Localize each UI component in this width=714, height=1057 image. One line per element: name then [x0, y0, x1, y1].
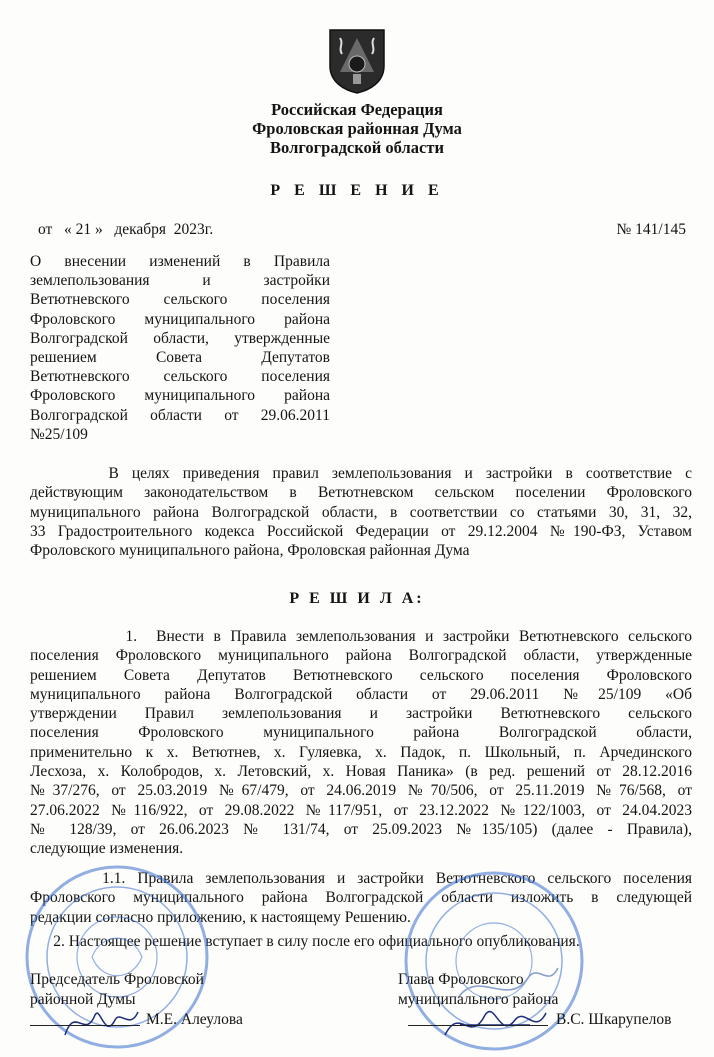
item-1-line: применительно к х. Ветютнев, х. Гуляевка, х. Падок, п. Школьный, п. Арчединского — [30, 743, 692, 761]
preamble-line: 33 Градостроительного кодекса Российской Федерации от 29.12.2004 №190-ФЗ, Уставом — [30, 522, 692, 540]
subject-line: №25/109 — [30, 425, 88, 443]
subject-line: землепользования и застройки — [30, 272, 330, 290]
item-1-1-line: Фроловского муниципального района Волгоградской области изложить в следующей — [30, 889, 692, 907]
item-1-line: 1. Внести в Правила землепользования и застройки Ветютневского сельского — [30, 628, 692, 645]
subject-line: Фроловского муниципального района — [30, 387, 330, 405]
subject-line: решением Совета Депутатов — [30, 348, 330, 366]
subject-line: Ветютневского сельского поселения — [30, 291, 330, 309]
left-signatory-title-line: Председатель Фроловской — [30, 971, 204, 988]
item-1-line: решением Совета Депутатов Ветютневского сельского поселения Фроловского — [30, 666, 692, 684]
subject-line: Волгоградской области, утвержденные — [30, 329, 330, 347]
item-1-line: 27.06.2022 №116/922, от 29.08.2022 №117/951, от 23.12.2022 №122/1003, от 24.04.2023 — [30, 801, 692, 819]
right-signature-line — [408, 1025, 548, 1026]
item-1-line: Лесхоза, х. Колобродов, х. Летовский, х. Новая Паника» (в ред. решений от 28.12.2016 — [30, 763, 692, 781]
item-1-line: утверждении Правил землепользования и застройки Ветютневского сельского — [30, 705, 692, 723]
org-line-duma: Фроловская районная Дума — [252, 119, 462, 138]
item-1-line: поселения Фроловского муниципального района Волгоградской области, утвержденные — [30, 647, 692, 665]
subject-line: Волгоградской области от 29.06.2011 — [30, 406, 330, 424]
org-line-region: Волгоградской области — [270, 138, 444, 157]
item-1-line: поселения Фроловского муниципального района Волгоградской области, — [30, 724, 692, 742]
decision-subject — [30, 252, 330, 444]
item-1-1-line: 1.1. Правила землепользования и застройки Ветютневского сельского поселения — [30, 870, 692, 887]
item-1-line: № 128/39, от 26.06.2023 № 131/74, от 25.09.2023 №135/105) (далее - Правила), — [30, 820, 692, 838]
document-title: Р Е Ш Е Н И Е — [270, 182, 444, 199]
item-1-line: следующие изменения. — [30, 840, 184, 858]
preamble-paragraph — [30, 464, 692, 560]
item-2-line: 2. Настоящее решение вступает в силу после его официального опубликования. — [30, 933, 580, 950]
item-1-paragraph — [30, 627, 692, 859]
subject-line: Фроловского муниципального района — [30, 310, 330, 328]
left-signature-line — [30, 1025, 140, 1026]
preamble-line: В целях приведения правил землепользования и застройки в соответствие с — [30, 465, 692, 482]
preamble-line: Фроловского муниципального района, Фроловская районная Дума — [30, 542, 470, 560]
item-1-1-line: редакции согласно приложению, к настоящему Решению. — [30, 908, 411, 926]
subject-line: Ветютневского сельского поселения — [30, 368, 330, 386]
subject-line: О внесении изменений в Правила — [30, 253, 330, 270]
item-1-line: №37/276, от 25.03.2019 №67/479, от 24.06.2019 №70/506, от 25.11.2019 №76/568, от — [30, 782, 692, 800]
left-signatory-name: М.Е. Алеулова — [146, 1011, 243, 1028]
item-1-line: муниципального района Волгоградской области от 29.06.2011 №25/109 «Об — [30, 685, 692, 703]
preamble-line: действующим законодательством в Ветютневском сельском поселении Фроловского — [30, 484, 692, 502]
right-signatory-title-line: Глава Фроловского — [398, 971, 524, 988]
preamble-line: муниципального района Волгоградской области, в соответствии со статьями 30, 31, 32, — [30, 503, 692, 521]
resolved-heading: Р Е Ш И Л А: — [289, 590, 425, 607]
right-signatory-name: В.С. Шкарупелов — [556, 1011, 672, 1028]
decision-date: от « 21 » декабря 2023г. — [38, 221, 214, 238]
right-handwritten-signature-icon — [440, 995, 550, 1050]
left-signatory-title-line: районной Думы — [30, 990, 136, 1008]
right-signatory-title-line: муниципального района — [398, 990, 559, 1008]
org-line-country: Российская Федерация — [271, 100, 443, 119]
left-handwritten-signature-icon — [60, 1000, 140, 1045]
decision-number: № 141/145 — [616, 221, 686, 238]
coat-of-arms-icon — [326, 28, 388, 94]
